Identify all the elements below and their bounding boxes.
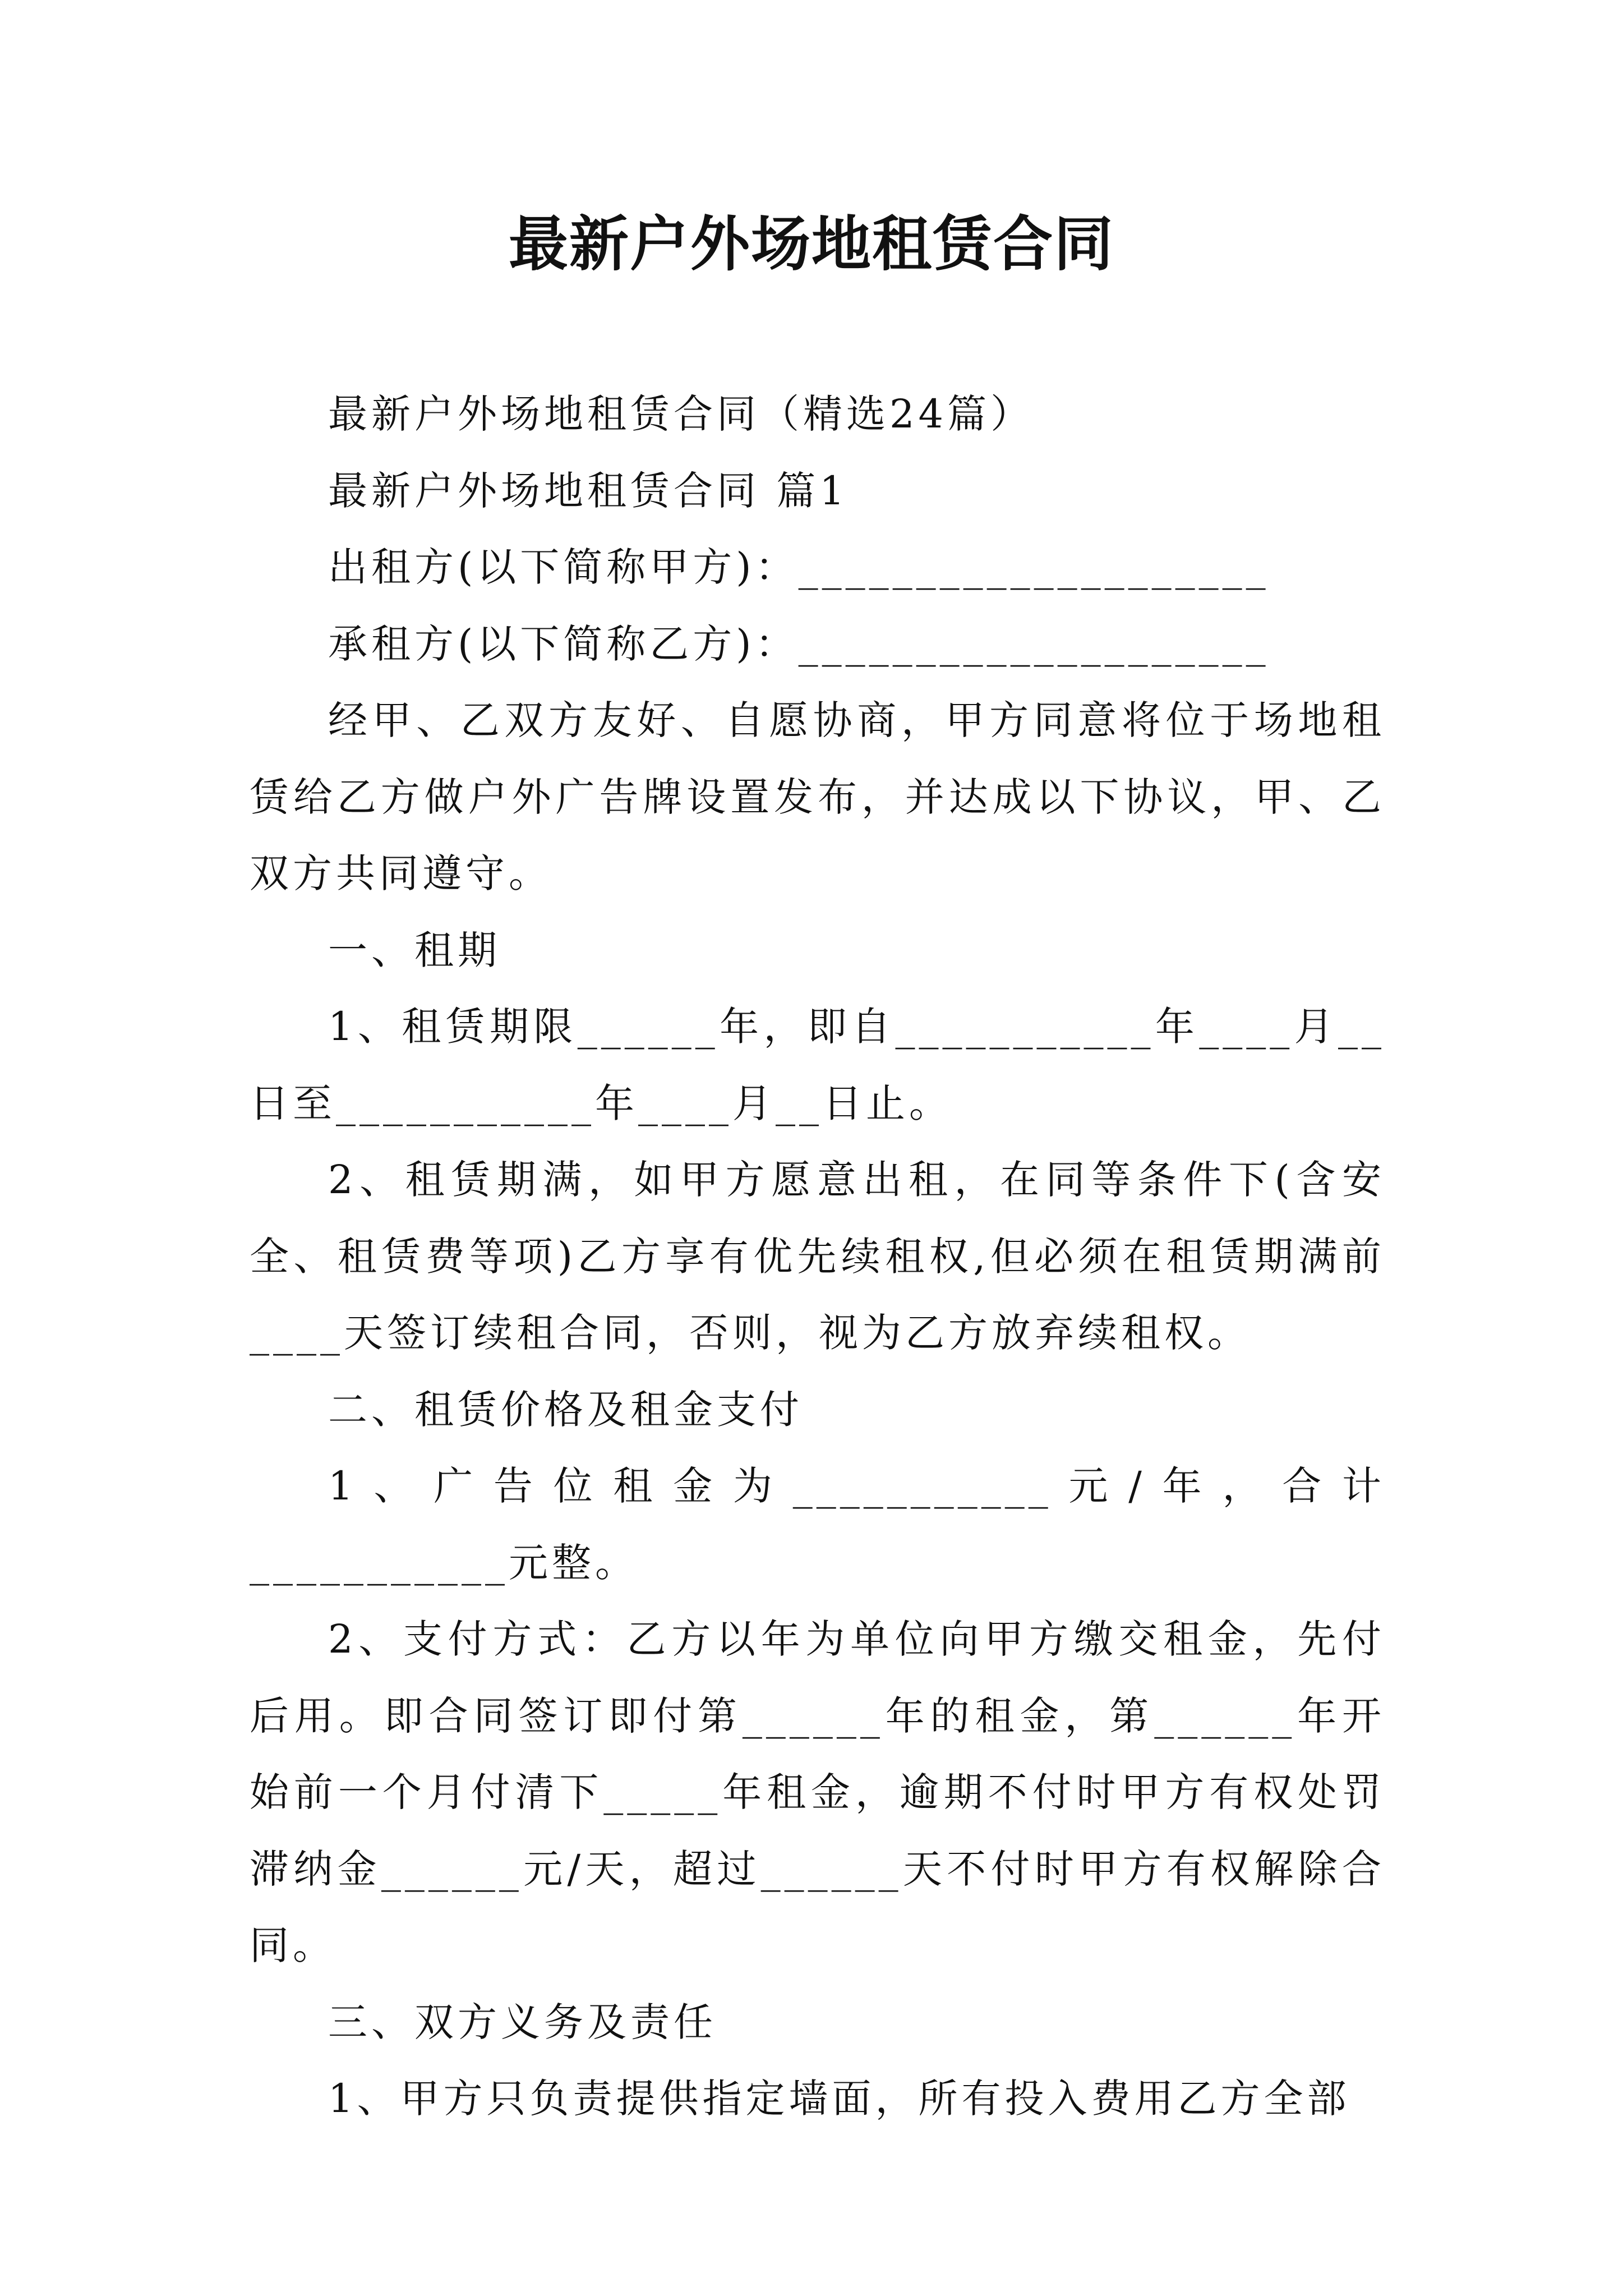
heading-lease-term: 一、租期: [328, 927, 501, 973]
heading-obligations: 三、双方义务及责任: [328, 1999, 717, 2045]
paragraph-lessor-line: 出租方(以下简称甲方)：____________________: [328, 544, 1270, 590]
clause-payment-method: 2、支付方式：乙方以年为单位向甲方缴交租金，先付后用。即合同签订即付第______年的租金，第______年开始前一个月付清下_____年租金，逾期不付时甲方有权处罚滞纳金______元/天，超过______天不付时甲方有权解除合同。: [250, 1616, 1385, 1968]
document-body: [250, 376, 1385, 2137]
paragraph-subtitle: 最新户外场地租赁合同（精选24篇）: [328, 391, 1034, 437]
clause-lease-period: 1、租赁期限______年，即自___________年____月__日至___________年____月__日止。: [250, 1004, 1385, 1126]
clause-party-a-obligation: 1、甲方只负责提供指定墙面，所有投入费用乙方全部: [328, 2076, 1350, 2122]
document-title: 最新户外场地租赁合同: [509, 209, 1114, 279]
clause-renewal: 2、租赁期满，如甲方愿意出租，在同等条件下(含安全、租赁费等项)乙方享有优先续租权,但必须在租赁期满前____天签订续租合同，否则，视为乙方放弃续租权。: [250, 1157, 1385, 1356]
paragraph-lessee-line: 承租方(以下简称乙方)：____________________: [328, 620, 1270, 667]
paragraph-section-heading: 最新户外场地租赁合同 篇1: [328, 467, 849, 514]
clause-rent-amount: 1、广告位租金为___________元/年，合计___________元整。: [250, 1463, 1385, 1586]
paragraph-preamble: 经甲、乙双方友好、自愿协商，甲方同意将位于场地租赁给乙方做户外广告牌设置发布，并达成以下协议，甲、乙双方共同遵守。: [250, 697, 1385, 896]
heading-price-payment: 二、租赁价格及租金支付: [328, 1386, 803, 1433]
